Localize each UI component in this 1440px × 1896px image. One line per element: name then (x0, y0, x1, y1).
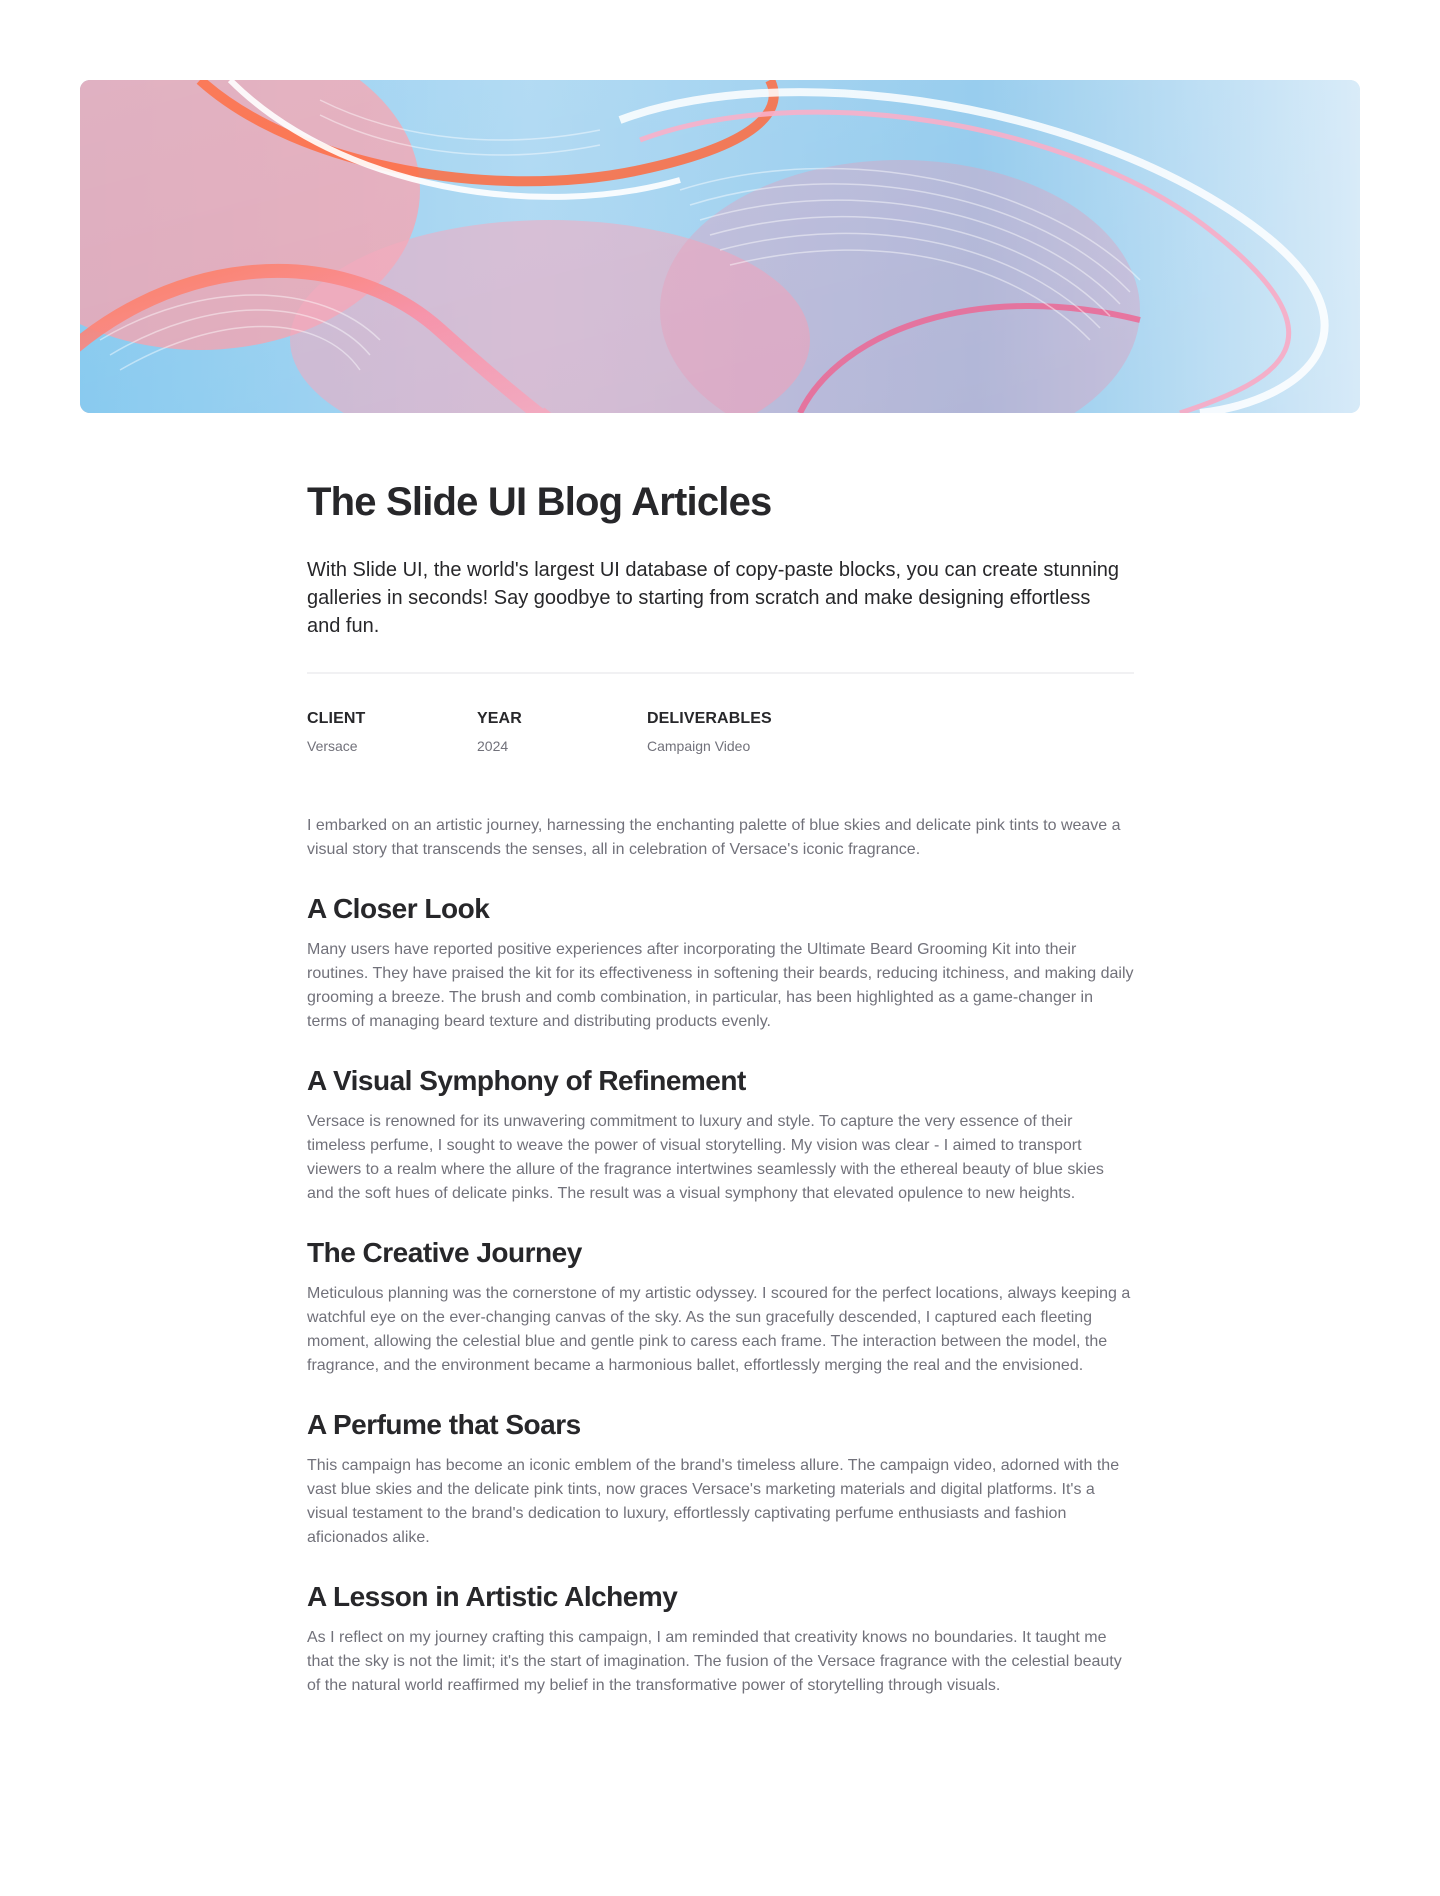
article-intro: I embarked on an artistic journey, harnessing the enchanting palette of blue skies and delicate pink tints to weave a visual story that transcends the senses, all in celebration of Versace's iconic fragrance. (307, 817, 1121, 858)
article-section (307, 1580, 1134, 1698)
meta-label: CLIENT (307, 710, 366, 727)
section-body: Many users have reported positive experiences after incorporating the Ultimate Beard Grooming Kit into their routines. They have praised the kit for its effectiveness in softening their beards, reducing itchiness, and making daily grooming a breeze. The brush and comb combination, in particular, has been highlighted as a game-changer in terms of managing beard texture and distributing products evenly. (307, 941, 1134, 1030)
article-section (307, 1408, 1134, 1550)
section-heading: A Visual Symphony of Refinement (307, 1065, 746, 1096)
article-lead: With Slide UI, the world's largest UI database of copy-paste blocks, you can create stunning galleries in seconds! Say goodbye to starting from scratch and make designing effortless and fun. (307, 559, 1120, 637)
section-heading: The Creative Journey (307, 1237, 582, 1268)
article-section (307, 892, 1134, 1034)
section-body: This campaign has become an iconic emblem of the brand's timeless allure. The campaign video, adorned with the vast blue skies and the delicate pink tints, now graces Versace's marketing materials and digital platforms. It's a visual testament to the brand's dedication to luxury, effortlessly captivating perfume enthusiasts and fashion aficionados alike. (307, 1457, 1120, 1546)
abstract-glass-ribbons-image (80, 80, 1360, 413)
meta-label: YEAR (477, 710, 522, 727)
page-title: The Slide UI Blog Articles (307, 480, 772, 524)
divider (307, 672, 1134, 674)
meta-client (307, 708, 477, 756)
project-meta (307, 708, 1134, 756)
article (307, 478, 1134, 1698)
section-body: As I reflect on my journey crafting this campaign, I am reminded that creativity knows no boundaries. It taught me that the sky is not the limit; it's the start of imagination. The fusion of the Versace fragrance with the celestial beauty of the natural world reaffirmed my belief in the transformative power of storytelling through visuals. (307, 1629, 1122, 1694)
article-section (307, 1064, 1134, 1206)
meta-label: DELIVERABLES (647, 710, 772, 727)
hero-image (80, 80, 1360, 413)
meta-value: 2024 (477, 738, 509, 754)
article-section (307, 1236, 1134, 1378)
meta-value: Versace (307, 738, 358, 754)
meta-value: Campaign Video (647, 738, 751, 754)
section-heading: A Lesson in Artistic Alchemy (307, 1581, 678, 1612)
section-body: Meticulous planning was the cornerstone of my artistic odyssey. I scoured for the perfect locations, always keeping a watchful eye on the ever-changing canvas of the sky. As the sun gracefully descended, I captured each fleeting moment, allowing the celestial blue and gentle pink to caress each frame. The interaction between the model, the fragrance, and the environment became a harmonious ballet, effortlessly merging the real and the envisioned. (307, 1285, 1131, 1374)
meta-deliverables (647, 708, 887, 756)
meta-year (477, 708, 647, 756)
section-body: Versace is renowned for its unwavering commitment to luxury and style. To capture the very essence of their timeless perfume, I sought to weave the power of visual storytelling. My vision was clear - I aimed to transport viewers to a realm where the allure of the fragrance intertwines seamlessly with the ethereal beauty of blue skies and the soft hues of delicate pinks. The result was a visual symphony that elevated opulence to new heights. (307, 1113, 1104, 1202)
section-heading: A Perfume that Soars (307, 1409, 581, 1440)
section-heading: A Closer Look (307, 893, 490, 924)
